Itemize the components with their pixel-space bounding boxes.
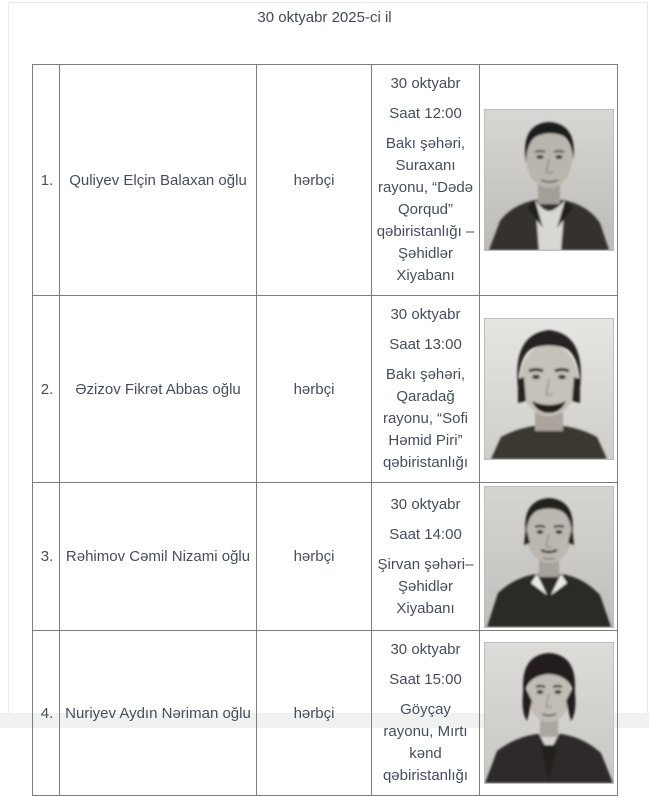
portrait-photo: [484, 318, 614, 460]
ceremony-location: Şirvan şəhəri– Şəhidlər Xiyabanı: [377, 555, 474, 617]
row-number: 1.: [33, 65, 60, 296]
ceremony-date: 30 oktyabr: [390, 75, 461, 92]
person-role: hərbçi: [257, 296, 372, 483]
ceremony-date: 30 oktyabr: [390, 495, 461, 513]
person-name: Rəhimov Cəmil Nizami oğlu: [60, 483, 257, 631]
photo-cell: [480, 631, 618, 796]
table-row: [33, 631, 618, 796]
table-row: [33, 296, 618, 483]
ceremony-date: 30 oktyabr: [390, 306, 461, 323]
person-role: hərbçi: [257, 65, 372, 296]
person-name: Əzizov Fikrət Abbas oğlu: [60, 296, 257, 483]
photo-cell: [480, 483, 618, 631]
page-title: 30 oktyabr 2025-ci il: [257, 9, 392, 26]
ceremony-details: [372, 483, 480, 631]
ceremony-time: Saat 12:00: [389, 105, 462, 122]
ceremony-time: Saat 15:00: [389, 671, 462, 688]
ceremony-location: Göyçay rayonu, Mırtı kənd qəbiristanlığı: [382, 701, 469, 784]
ceremony-date: 30 oktyabr: [390, 641, 461, 658]
ceremony-time: Saat 13:00: [389, 336, 462, 353]
row-number: 2.: [33, 296, 60, 483]
table-row: [33, 65, 618, 296]
ceremony-details: [372, 631, 480, 796]
person-role: hərbçi: [257, 483, 372, 631]
row-number: 3.: [33, 483, 60, 631]
ceremony-time: Saat 14:00: [389, 525, 462, 543]
table-row: [33, 483, 618, 631]
ceremony-table: [32, 64, 618, 796]
person-role: hərbçi: [257, 631, 372, 796]
ceremony-location: Bakı şəhəri, Qaradağ rayonu, “Sofi Həmid Piri” qəbiristanlığı: [382, 366, 469, 471]
row-number: 4.: [33, 631, 60, 796]
portrait-photo: [484, 109, 614, 251]
portrait-photo: [484, 486, 614, 628]
ceremony-location: Bakı şəhəri, Suraxanı rayonu, “Dədə Qorqud” qəbiristanlığı – Şəhidlər Xiyabanı: [376, 135, 475, 284]
ceremony-details: [372, 65, 480, 296]
photo-cell: [480, 65, 618, 296]
ceremony-details: [372, 296, 480, 483]
person-name: Nuriyev Aydın Nəriman oğlu: [60, 631, 257, 796]
person-name: Quliyev Elçin Balaxan oğlu: [60, 65, 257, 296]
portrait-photo: [484, 642, 614, 784]
photo-cell: [480, 296, 618, 483]
